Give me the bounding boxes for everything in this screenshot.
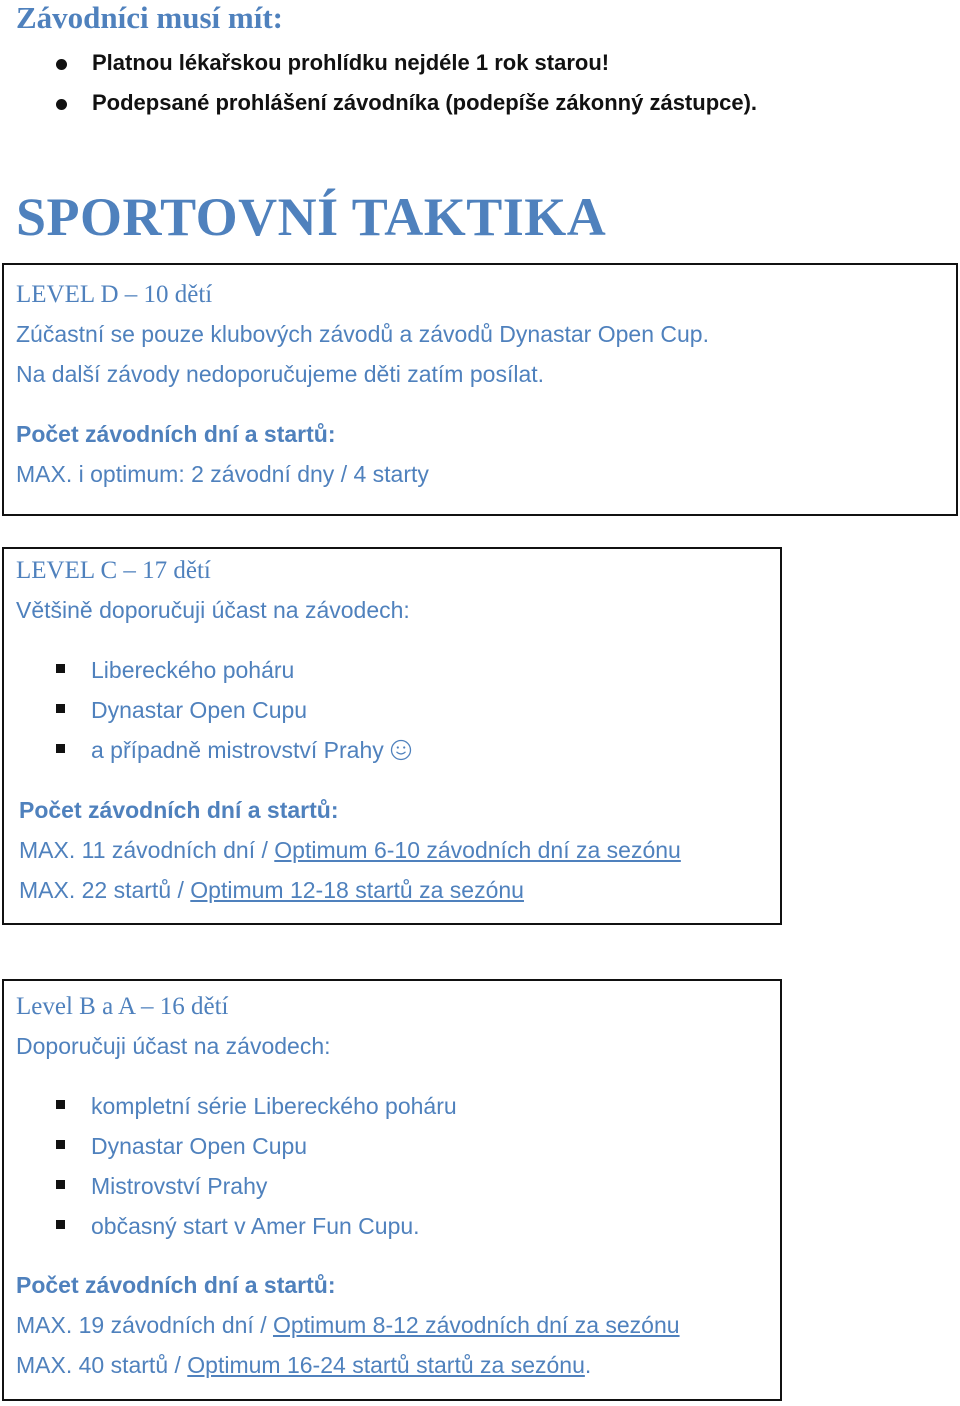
requirements-heading: Závodníci musí mít:	[16, 0, 283, 35]
level-c-item-wrap	[91, 737, 412, 764]
smiley-icon	[390, 739, 412, 761]
level-ba-max-starts	[16, 1352, 591, 1379]
max-starts-prefix: MAX. 40 startů /	[16, 1352, 188, 1378]
level-d-title: LEVEL D – 10 dětí	[16, 281, 213, 308]
level-ba-item: Dynastar Open Cupu	[91, 1133, 308, 1159]
level-c-item: Libereckého poháru	[91, 657, 295, 683]
level-d-line: Na další závody nedoporučujeme děti zatím posílat.	[16, 361, 545, 387]
requirement-item: Podepsané prohlášení závodníka (podepíše zákonný zástupce).	[92, 90, 758, 115]
page-title: SPORTOVNÍ TAKTIKA	[16, 187, 607, 247]
square-bullet-icon	[56, 1180, 65, 1189]
square-bullet-icon	[56, 744, 65, 753]
bullet-dot-icon	[56, 99, 67, 110]
max-starts-suffix: .	[584, 1352, 592, 1378]
level-d-count-line: MAX. i optimum: 2 závodní dny / 4 starty	[16, 461, 429, 487]
level-d-count-heading: Počet závodních dní a startů:	[16, 421, 336, 447]
level-ba-item: občasný start v Amer Fun Cupu.	[91, 1213, 420, 1239]
level-ba-intro: Doporučuji účast na závodech:	[16, 1033, 331, 1059]
level-c-max-starts	[19, 877, 524, 904]
square-bullet-icon	[56, 1220, 65, 1229]
max-starts-optimum: Optimum 16-24 startů startů za sezónu	[187, 1352, 585, 1378]
bullet-dot-icon	[56, 59, 67, 70]
max-days-optimum: Optimum 6-10 závodních dní za sezónu	[274, 837, 681, 863]
level-ba-title: Level B a A – 16 dětí	[16, 993, 229, 1020]
level-c-max-days	[19, 837, 681, 864]
max-days-prefix: MAX. 11 závodních dní /	[19, 837, 275, 863]
level-d-line: Zúčastní se pouze klubových závodů a závodů Dynastar Open Cup.	[16, 321, 709, 347]
level-c-item: a případně mistrovství Prahy	[91, 737, 384, 763]
max-starts-optimum: Optimum 12-18 startů za sezónu	[190, 877, 524, 903]
square-bullet-icon	[56, 664, 65, 673]
square-bullet-icon	[56, 1100, 65, 1109]
max-days-prefix: MAX. 19 závodních dní /	[16, 1312, 273, 1338]
level-ba-item: Mistrovství Prahy	[91, 1173, 268, 1199]
level-ba-max-days	[16, 1312, 680, 1339]
max-starts-prefix: MAX. 22 startů /	[19, 877, 191, 903]
level-ba-item: kompletní série Libereckého poháru	[91, 1093, 457, 1119]
max-days-optimum: Optimum 8-12 závodních dní za sezónu	[272, 1312, 680, 1338]
level-c-title: LEVEL C – 17 dětí	[16, 557, 211, 584]
square-bullet-icon	[56, 704, 65, 713]
level-c-item: Dynastar Open Cupu	[91, 697, 308, 723]
square-bullet-icon	[56, 1140, 65, 1149]
level-ba-count-heading: Počet závodních dní a startů:	[16, 1272, 336, 1298]
level-c-count-heading: Počet závodních dní a startů:	[19, 797, 339, 823]
requirement-item: Platnou lékařskou prohlídku nejdéle 1 rok starou!	[92, 50, 610, 75]
level-c-intro: Většině doporučuji účast na závodech:	[16, 597, 410, 623]
